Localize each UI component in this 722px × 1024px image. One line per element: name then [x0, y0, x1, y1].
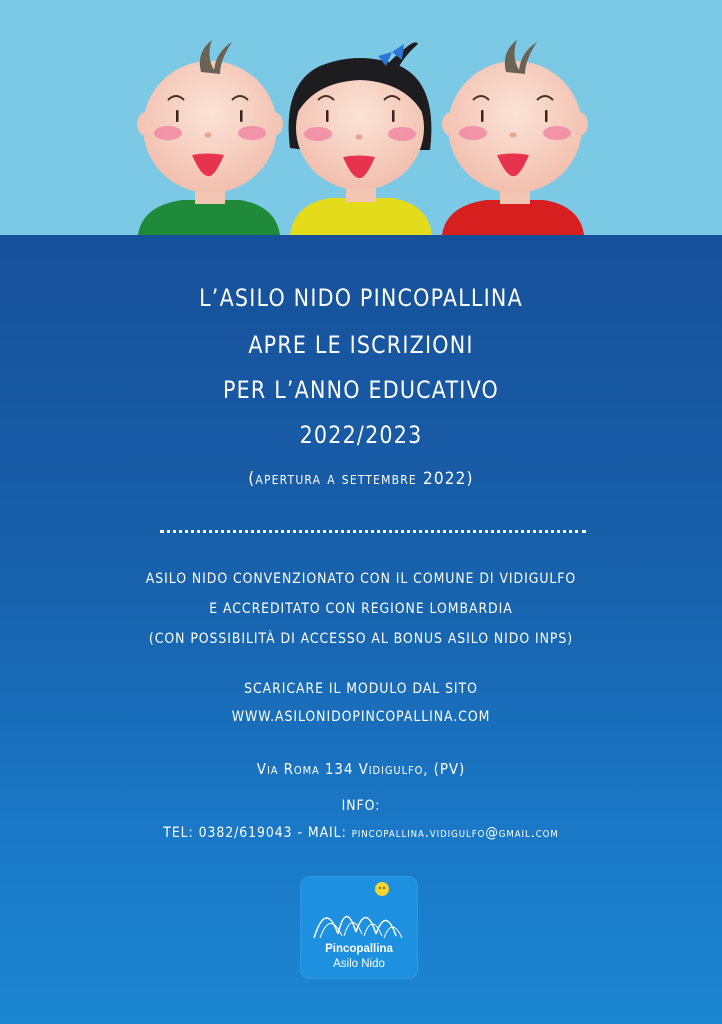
red-shirt [442, 200, 584, 235]
headline-line-3: PER L’ANNO EDUCATIVO [222, 376, 500, 404]
boy-left-icon [137, 40, 283, 235]
logo-subtitle: Asilo Nido [333, 958, 385, 970]
girl-middle-icon [289, 42, 432, 235]
info-line-2: E ACCREDITATO CON REGIONE LOMBARDIA [209, 601, 513, 617]
dotted-divider [160, 530, 586, 533]
three-children-illustration [0, 0, 722, 235]
green-shirt [138, 200, 280, 235]
website-link[interactable]: WWW.ASILONIDOPINCOPALLINA.COM [231, 709, 491, 725]
mail-label: MAIL: [307, 825, 347, 841]
headline-year: 2022/2023 [299, 421, 423, 449]
download-instruction: SCARICARE IL MODULO DAL SITO [244, 681, 478, 697]
info-line-1: ASILO NIDO CONVENZIONATO CON IL COMUNE DI VIDIGULFO [145, 571, 577, 587]
email-address[interactable]: pincopallina.vidigulfo@gmail.com [351, 825, 559, 841]
yellow-shirt [290, 198, 432, 235]
phone-number[interactable]: 0382/619043 [198, 825, 293, 841]
illustration-banner [0, 0, 722, 235]
headline-line-1: L’ASILO NIDO PINCOPALLINA [199, 284, 523, 312]
boy-right-icon [442, 40, 588, 235]
contact-separator: - [297, 825, 303, 841]
info-heading: INFO: [341, 798, 381, 814]
tel-label: TEL: [163, 825, 194, 841]
info-line-3: (CON POSSIBILITÀ DI ACCESSO AL BONUS ASILO NIDO INPS) [148, 631, 574, 647]
address: Via Roma 134 Vidigulfo, (PV) [256, 760, 466, 778]
opening-note: (apertura a settembre 2022) [248, 469, 474, 489]
logo-name: Pincopallina [325, 943, 393, 955]
pincopallina-logo [300, 876, 418, 979]
headline-line-2: APRE LE ISCRIZIONI [248, 331, 474, 359]
contact-line [51, 825, 672, 841]
